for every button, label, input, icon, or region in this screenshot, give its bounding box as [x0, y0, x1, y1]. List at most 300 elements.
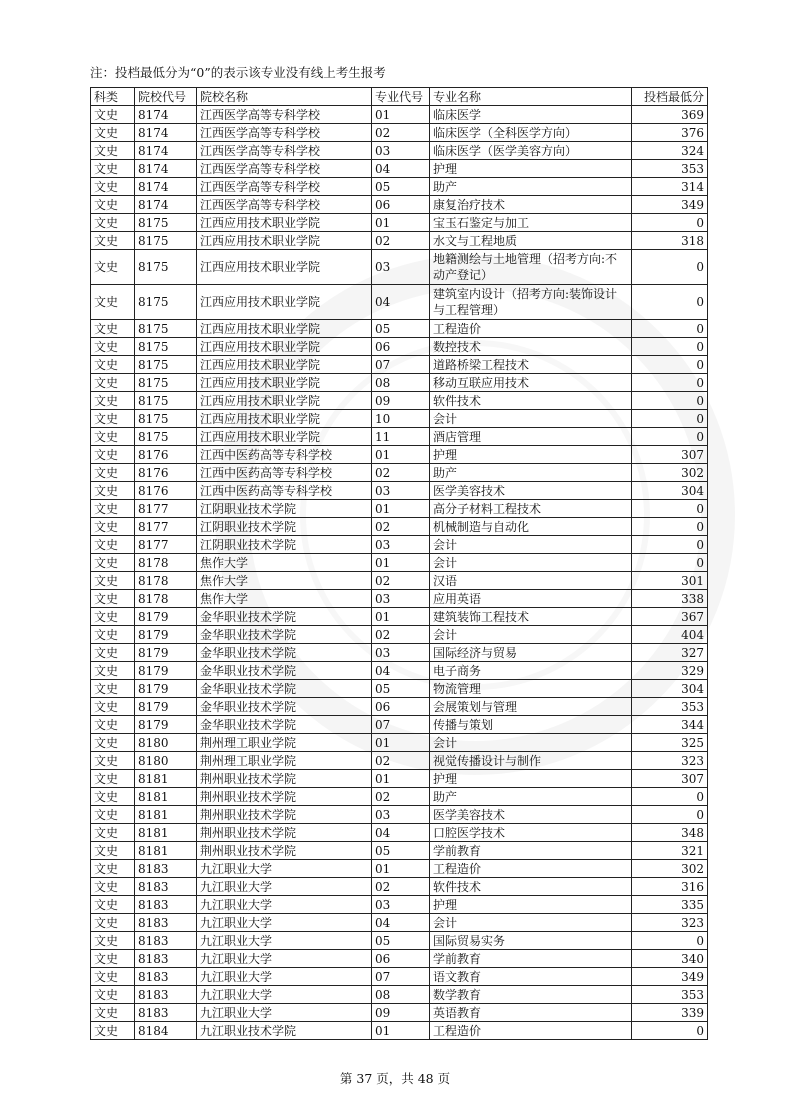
category-cell: 文史: [91, 662, 135, 680]
min-score-cell: 318: [632, 232, 708, 250]
min-score-cell: 323: [632, 914, 708, 932]
category-cell: 文史: [91, 250, 135, 285]
min-score-cell: 367: [632, 608, 708, 626]
school-code-cell: 8177: [135, 500, 197, 518]
school-code-cell: 8179: [135, 608, 197, 626]
table-row: [91, 1022, 708, 1040]
min-score-cell: 349: [632, 196, 708, 214]
school-code-cell: 8175: [135, 232, 197, 250]
school-code-cell: 8179: [135, 644, 197, 662]
major-name-cell: 建筑室内设计（招考方向:装饰设计与工程管理）: [430, 285, 632, 320]
table-row: [91, 214, 708, 232]
min-score-cell: 353: [632, 986, 708, 1004]
major-name-cell: 临床医学: [430, 106, 632, 124]
school-code-cell: 8183: [135, 986, 197, 1004]
category-cell: 文史: [91, 644, 135, 662]
school-name-cell: 九江职业大学: [197, 950, 372, 968]
table-row: [91, 392, 708, 410]
major-name-cell: 会计: [430, 410, 632, 428]
major-name-cell: 助产: [430, 178, 632, 196]
major-code-cell: 03: [372, 142, 430, 160]
major-name-cell: 英语教育: [430, 1004, 632, 1022]
min-score-cell: 0: [632, 1022, 708, 1040]
school-code-cell: 8179: [135, 626, 197, 644]
category-cell: 文史: [91, 752, 135, 770]
school-name-cell: 九江职业大学: [197, 968, 372, 986]
category-cell: 文史: [91, 518, 135, 536]
category-cell: 文史: [91, 320, 135, 338]
major-name-cell: 水文与工程地质: [430, 232, 632, 250]
min-score-cell: 335: [632, 896, 708, 914]
school-name-cell: 九江职业大学: [197, 896, 372, 914]
major-code-cell: 06: [372, 950, 430, 968]
school-name-cell: 江西医学高等专科学校: [197, 142, 372, 160]
table-row: [91, 356, 708, 374]
major-name-cell: 机械制造与自动化: [430, 518, 632, 536]
school-name-cell: 江西应用技术职业学院: [197, 232, 372, 250]
major-name-cell: 工程造价: [430, 320, 632, 338]
school-name-cell: 九江职业大学: [197, 1004, 372, 1022]
school-name-cell: 金华职业技术学院: [197, 608, 372, 626]
header-school-code: 院校代号: [135, 88, 197, 106]
school-name-cell: 荆州理工职业学院: [197, 752, 372, 770]
table-row: [91, 626, 708, 644]
school-code-cell: 8175: [135, 250, 197, 285]
major-name-cell: 建筑装饰工程技术: [430, 608, 632, 626]
min-score-cell: 339: [632, 1004, 708, 1022]
table-row: [91, 500, 708, 518]
school-name-cell: 江西中医药高等专科学校: [197, 464, 372, 482]
min-score-cell: 338: [632, 590, 708, 608]
school-code-cell: 8174: [135, 160, 197, 178]
table-row: [91, 338, 708, 356]
min-score-cell: 0: [632, 214, 708, 232]
major-name-cell: 软件技术: [430, 392, 632, 410]
major-code-cell: 02: [372, 518, 430, 536]
min-score-cell: 0: [632, 428, 708, 446]
major-code-cell: 05: [372, 320, 430, 338]
major-name-cell: 宝玉石鉴定与加工: [430, 214, 632, 232]
school-code-cell: 8176: [135, 482, 197, 500]
min-score-cell: 324: [632, 142, 708, 160]
category-cell: 文史: [91, 142, 135, 160]
school-name-cell: 江阴职业技术学院: [197, 500, 372, 518]
table-row: [91, 932, 708, 950]
min-score-cell: 0: [632, 806, 708, 824]
min-score-cell: 344: [632, 716, 708, 734]
major-code-cell: 02: [372, 752, 430, 770]
table-row: [91, 788, 708, 806]
table-row: [91, 770, 708, 788]
min-score-cell: 307: [632, 446, 708, 464]
school-name-cell: 江西医学高等专科学校: [197, 106, 372, 124]
table-row: [91, 320, 708, 338]
min-score-cell: 0: [632, 788, 708, 806]
school-name-cell: 九江职业大学: [197, 986, 372, 1004]
major-name-cell: 口腔医学技术: [430, 824, 632, 842]
category-cell: 文史: [91, 914, 135, 932]
major-code-cell: 06: [372, 698, 430, 716]
table-row: [91, 285, 708, 320]
school-code-cell: 8174: [135, 196, 197, 214]
school-code-cell: 8175: [135, 374, 197, 392]
school-code-cell: 8181: [135, 842, 197, 860]
school-code-cell: 8177: [135, 536, 197, 554]
category-cell: 文史: [91, 338, 135, 356]
min-score-cell: 304: [632, 680, 708, 698]
major-code-cell: 08: [372, 986, 430, 1004]
min-score-cell: 376: [632, 124, 708, 142]
school-code-cell: 8174: [135, 124, 197, 142]
school-code-cell: 8180: [135, 752, 197, 770]
category-cell: 文史: [91, 716, 135, 734]
major-name-cell: 护理: [430, 770, 632, 788]
category-cell: 文史: [91, 680, 135, 698]
major-code-cell: 08: [372, 374, 430, 392]
category-cell: 文史: [91, 590, 135, 608]
school-code-cell: 8181: [135, 770, 197, 788]
major-name-cell: 高分子材料工程技术: [430, 500, 632, 518]
min-score-cell: 301: [632, 572, 708, 590]
min-score-cell: 353: [632, 698, 708, 716]
category-cell: 文史: [91, 196, 135, 214]
school-name-cell: 江西应用技术职业学院: [197, 250, 372, 285]
major-name-cell: 医学美容技术: [430, 482, 632, 500]
major-code-cell: 03: [372, 590, 430, 608]
major-code-cell: 09: [372, 392, 430, 410]
table-row: [91, 554, 708, 572]
table-row: [91, 232, 708, 250]
school-code-cell: 8174: [135, 106, 197, 124]
school-name-cell: 江西医学高等专科学校: [197, 196, 372, 214]
table-row: [91, 464, 708, 482]
min-score-cell: 404: [632, 626, 708, 644]
major-code-cell: 05: [372, 842, 430, 860]
major-code-cell: 02: [372, 788, 430, 806]
category-cell: 文史: [91, 464, 135, 482]
school-code-cell: 8177: [135, 518, 197, 536]
major-code-cell: 03: [372, 482, 430, 500]
school-name-cell: 荆州职业技术学院: [197, 806, 372, 824]
school-code-cell: 8183: [135, 968, 197, 986]
major-name-cell: 道路桥梁工程技术: [430, 356, 632, 374]
school-code-cell: 8175: [135, 428, 197, 446]
school-name-cell: 江阴职业技术学院: [197, 536, 372, 554]
major-name-cell: 会计: [430, 914, 632, 932]
school-name-cell: 江西应用技术职业学院: [197, 392, 372, 410]
major-name-cell: 会展策划与管理: [430, 698, 632, 716]
school-name-cell: 金华职业技术学院: [197, 698, 372, 716]
school-code-cell: 8179: [135, 716, 197, 734]
min-score-cell: 329: [632, 662, 708, 680]
major-name-cell: 传播与策划: [430, 716, 632, 734]
major-code-cell: 02: [372, 464, 430, 482]
major-name-cell: 医学美容技术: [430, 806, 632, 824]
major-name-cell: 移动互联应用技术: [430, 374, 632, 392]
school-code-cell: 8179: [135, 698, 197, 716]
major-name-cell: 电子商务: [430, 662, 632, 680]
category-cell: 文史: [91, 878, 135, 896]
major-code-cell: 02: [372, 626, 430, 644]
category-cell: 文史: [91, 968, 135, 986]
major-name-cell: 学前教育: [430, 842, 632, 860]
school-code-cell: 8181: [135, 824, 197, 842]
table-row: [91, 878, 708, 896]
category-cell: 文史: [91, 285, 135, 320]
major-name-cell: 工程造价: [430, 860, 632, 878]
table-row: [91, 860, 708, 878]
category-cell: 文史: [91, 734, 135, 752]
major-code-cell: 11: [372, 428, 430, 446]
school-code-cell: 8179: [135, 680, 197, 698]
category-cell: 文史: [91, 932, 135, 950]
admission-score-table: [90, 87, 708, 1040]
min-score-cell: 0: [632, 356, 708, 374]
school-name-cell: 九江职业大学: [197, 914, 372, 932]
major-code-cell: 07: [372, 356, 430, 374]
major-name-cell: 会计: [430, 554, 632, 572]
table-row: [91, 446, 708, 464]
school-name-cell: 金华职业技术学院: [197, 644, 372, 662]
major-code-cell: 07: [372, 968, 430, 986]
school-name-cell: 江西应用技术职业学院: [197, 285, 372, 320]
table-row: [91, 518, 708, 536]
category-cell: 文史: [91, 446, 135, 464]
school-name-cell: 江西医学高等专科学校: [197, 178, 372, 196]
major-name-cell: 会计: [430, 536, 632, 554]
table-row: [91, 698, 708, 716]
category-cell: 文史: [91, 500, 135, 518]
school-code-cell: 8180: [135, 734, 197, 752]
major-name-cell: 会计: [430, 626, 632, 644]
school-name-cell: 江西应用技术职业学院: [197, 320, 372, 338]
school-name-cell: 焦作大学: [197, 590, 372, 608]
category-cell: 文史: [91, 482, 135, 500]
school-code-cell: 8174: [135, 178, 197, 196]
category-cell: 文史: [91, 410, 135, 428]
min-score-cell: 323: [632, 752, 708, 770]
major-code-cell: 03: [372, 644, 430, 662]
major-code-cell: 07: [372, 716, 430, 734]
major-code-cell: 01: [372, 500, 430, 518]
school-name-cell: 金华职业技术学院: [197, 716, 372, 734]
header-min-score: 投档最低分: [632, 88, 708, 106]
min-score-cell: 321: [632, 842, 708, 860]
school-name-cell: 江阴职业技术学院: [197, 518, 372, 536]
major-code-cell: 01: [372, 860, 430, 878]
min-score-cell: 0: [632, 554, 708, 572]
min-score-cell: 0: [632, 518, 708, 536]
table-row: [91, 106, 708, 124]
min-score-cell: 0: [632, 392, 708, 410]
school-name-cell: 江西应用技术职业学院: [197, 214, 372, 232]
min-score-cell: 369: [632, 106, 708, 124]
category-cell: 文史: [91, 392, 135, 410]
school-code-cell: 8176: [135, 446, 197, 464]
major-name-cell: 应用英语: [430, 590, 632, 608]
school-code-cell: 8183: [135, 914, 197, 932]
header-category: 科类: [91, 88, 135, 106]
major-name-cell: 物流管理: [430, 680, 632, 698]
table-row: [91, 536, 708, 554]
table-row: [91, 896, 708, 914]
major-code-cell: 04: [372, 662, 430, 680]
major-name-cell: 数学教育: [430, 986, 632, 1004]
table-row: [91, 914, 708, 932]
school-name-cell: 江西医学高等专科学校: [197, 160, 372, 178]
major-name-cell: 护理: [430, 446, 632, 464]
school-name-cell: 荆州理工职业学院: [197, 734, 372, 752]
table-body: [91, 106, 708, 1040]
table-row: [91, 428, 708, 446]
min-score-cell: 0: [632, 500, 708, 518]
school-name-cell: 江西医学高等专科学校: [197, 124, 372, 142]
major-code-cell: 06: [372, 338, 430, 356]
major-name-cell: 助产: [430, 464, 632, 482]
min-score-cell: 0: [632, 285, 708, 320]
category-cell: 文史: [91, 842, 135, 860]
school-code-cell: 8175: [135, 320, 197, 338]
table-row: [91, 124, 708, 142]
major-code-cell: 03: [372, 896, 430, 914]
school-name-cell: 九江职业大学: [197, 860, 372, 878]
category-cell: 文史: [91, 536, 135, 554]
table-row: [91, 178, 708, 196]
major-code-cell: 01: [372, 770, 430, 788]
major-code-cell: 01: [372, 214, 430, 232]
school-name-cell: 江西应用技术职业学院: [197, 338, 372, 356]
major-name-cell: 助产: [430, 788, 632, 806]
table-row: [91, 680, 708, 698]
school-code-cell: 8183: [135, 860, 197, 878]
table-row: [91, 160, 708, 178]
major-name-cell: 工程造价: [430, 1022, 632, 1040]
table-header-row: [91, 88, 708, 106]
major-code-cell: 03: [372, 250, 430, 285]
major-code-cell: 05: [372, 680, 430, 698]
school-name-cell: 江西应用技术职业学院: [197, 410, 372, 428]
table-row: [91, 142, 708, 160]
school-name-cell: 九江职业大学: [197, 878, 372, 896]
table-row: [91, 608, 708, 626]
school-name-cell: 江西中医药高等专科学校: [197, 446, 372, 464]
min-score-cell: 348: [632, 824, 708, 842]
category-cell: 文史: [91, 626, 135, 644]
category-cell: 文史: [91, 124, 135, 142]
min-score-cell: 340: [632, 950, 708, 968]
header-school-name: 院校名称: [197, 88, 372, 106]
school-name-cell: 江西应用技术职业学院: [197, 374, 372, 392]
category-cell: 文史: [91, 896, 135, 914]
school-code-cell: 8178: [135, 554, 197, 572]
header-major-name: 专业名称: [430, 88, 632, 106]
major-name-cell: 视觉传播设计与制作: [430, 752, 632, 770]
table-row: [91, 250, 708, 285]
min-score-cell: 349: [632, 968, 708, 986]
major-name-cell: 酒店管理: [430, 428, 632, 446]
min-score-cell: 304: [632, 482, 708, 500]
school-code-cell: 8174: [135, 142, 197, 160]
table-row: [91, 644, 708, 662]
major-code-cell: 01: [372, 446, 430, 464]
school-code-cell: 8175: [135, 338, 197, 356]
major-name-cell: 国际经济与贸易: [430, 644, 632, 662]
major-name-cell: 护理: [430, 896, 632, 914]
table-row: [91, 716, 708, 734]
school-code-cell: 8178: [135, 590, 197, 608]
category-cell: 文史: [91, 1004, 135, 1022]
category-cell: 文史: [91, 860, 135, 878]
school-name-cell: 金华职业技术学院: [197, 626, 372, 644]
major-name-cell: 会计: [430, 734, 632, 752]
category-cell: 文史: [91, 608, 135, 626]
category-cell: 文史: [91, 428, 135, 446]
major-name-cell: 护理: [430, 160, 632, 178]
school-code-cell: 8175: [135, 285, 197, 320]
major-name-cell: 学前教育: [430, 950, 632, 968]
major-code-cell: 03: [372, 536, 430, 554]
major-name-cell: 语文教育: [430, 968, 632, 986]
school-code-cell: 8175: [135, 392, 197, 410]
min-score-cell: 302: [632, 860, 708, 878]
min-score-cell: 316: [632, 878, 708, 896]
major-code-cell: 02: [372, 878, 430, 896]
page-footer: 第 37 页，共 48 页: [339, 1071, 451, 1086]
category-cell: 文史: [91, 1022, 135, 1040]
table-row: [91, 662, 708, 680]
min-score-cell: 0: [632, 338, 708, 356]
school-name-cell: 金华职业技术学院: [197, 662, 372, 680]
min-score-cell: 327: [632, 644, 708, 662]
table-row: [91, 752, 708, 770]
school-name-cell: 焦作大学: [197, 572, 372, 590]
major-name-cell: 国际贸易实务: [430, 932, 632, 950]
school-code-cell: 8181: [135, 806, 197, 824]
major-code-cell: 04: [372, 285, 430, 320]
major-code-cell: 05: [372, 178, 430, 196]
table-row: [91, 950, 708, 968]
school-code-cell: 8175: [135, 356, 197, 374]
school-name-cell: 金华职业技术学院: [197, 680, 372, 698]
category-cell: 文史: [91, 554, 135, 572]
min-score-cell: 0: [632, 320, 708, 338]
school-name-cell: 江西中医药高等专科学校: [197, 482, 372, 500]
major-code-cell: 01: [372, 734, 430, 752]
school-code-cell: 8178: [135, 572, 197, 590]
school-name-cell: 江西应用技术职业学院: [197, 356, 372, 374]
category-cell: 文史: [91, 160, 135, 178]
category-cell: 文史: [91, 374, 135, 392]
table-row: [91, 1004, 708, 1022]
min-score-cell: 314: [632, 178, 708, 196]
major-code-cell: 04: [372, 824, 430, 842]
table-row: [91, 196, 708, 214]
school-code-cell: 8183: [135, 932, 197, 950]
min-score-cell: 325: [632, 734, 708, 752]
table-row: [91, 986, 708, 1004]
major-code-cell: 01: [372, 1022, 430, 1040]
school-name-cell: 九江职业大学: [197, 932, 372, 950]
min-score-cell: 0: [632, 932, 708, 950]
school-code-cell: 8181: [135, 788, 197, 806]
min-score-cell: 0: [632, 410, 708, 428]
category-cell: 文史: [91, 950, 135, 968]
major-code-cell: 06: [372, 196, 430, 214]
school-name-cell: 焦作大学: [197, 554, 372, 572]
major-code-cell: 03: [372, 806, 430, 824]
category-cell: 文史: [91, 824, 135, 842]
page-note: 注：投档最低分为“0”的表示该专业没有线上考生报考: [90, 65, 386, 80]
